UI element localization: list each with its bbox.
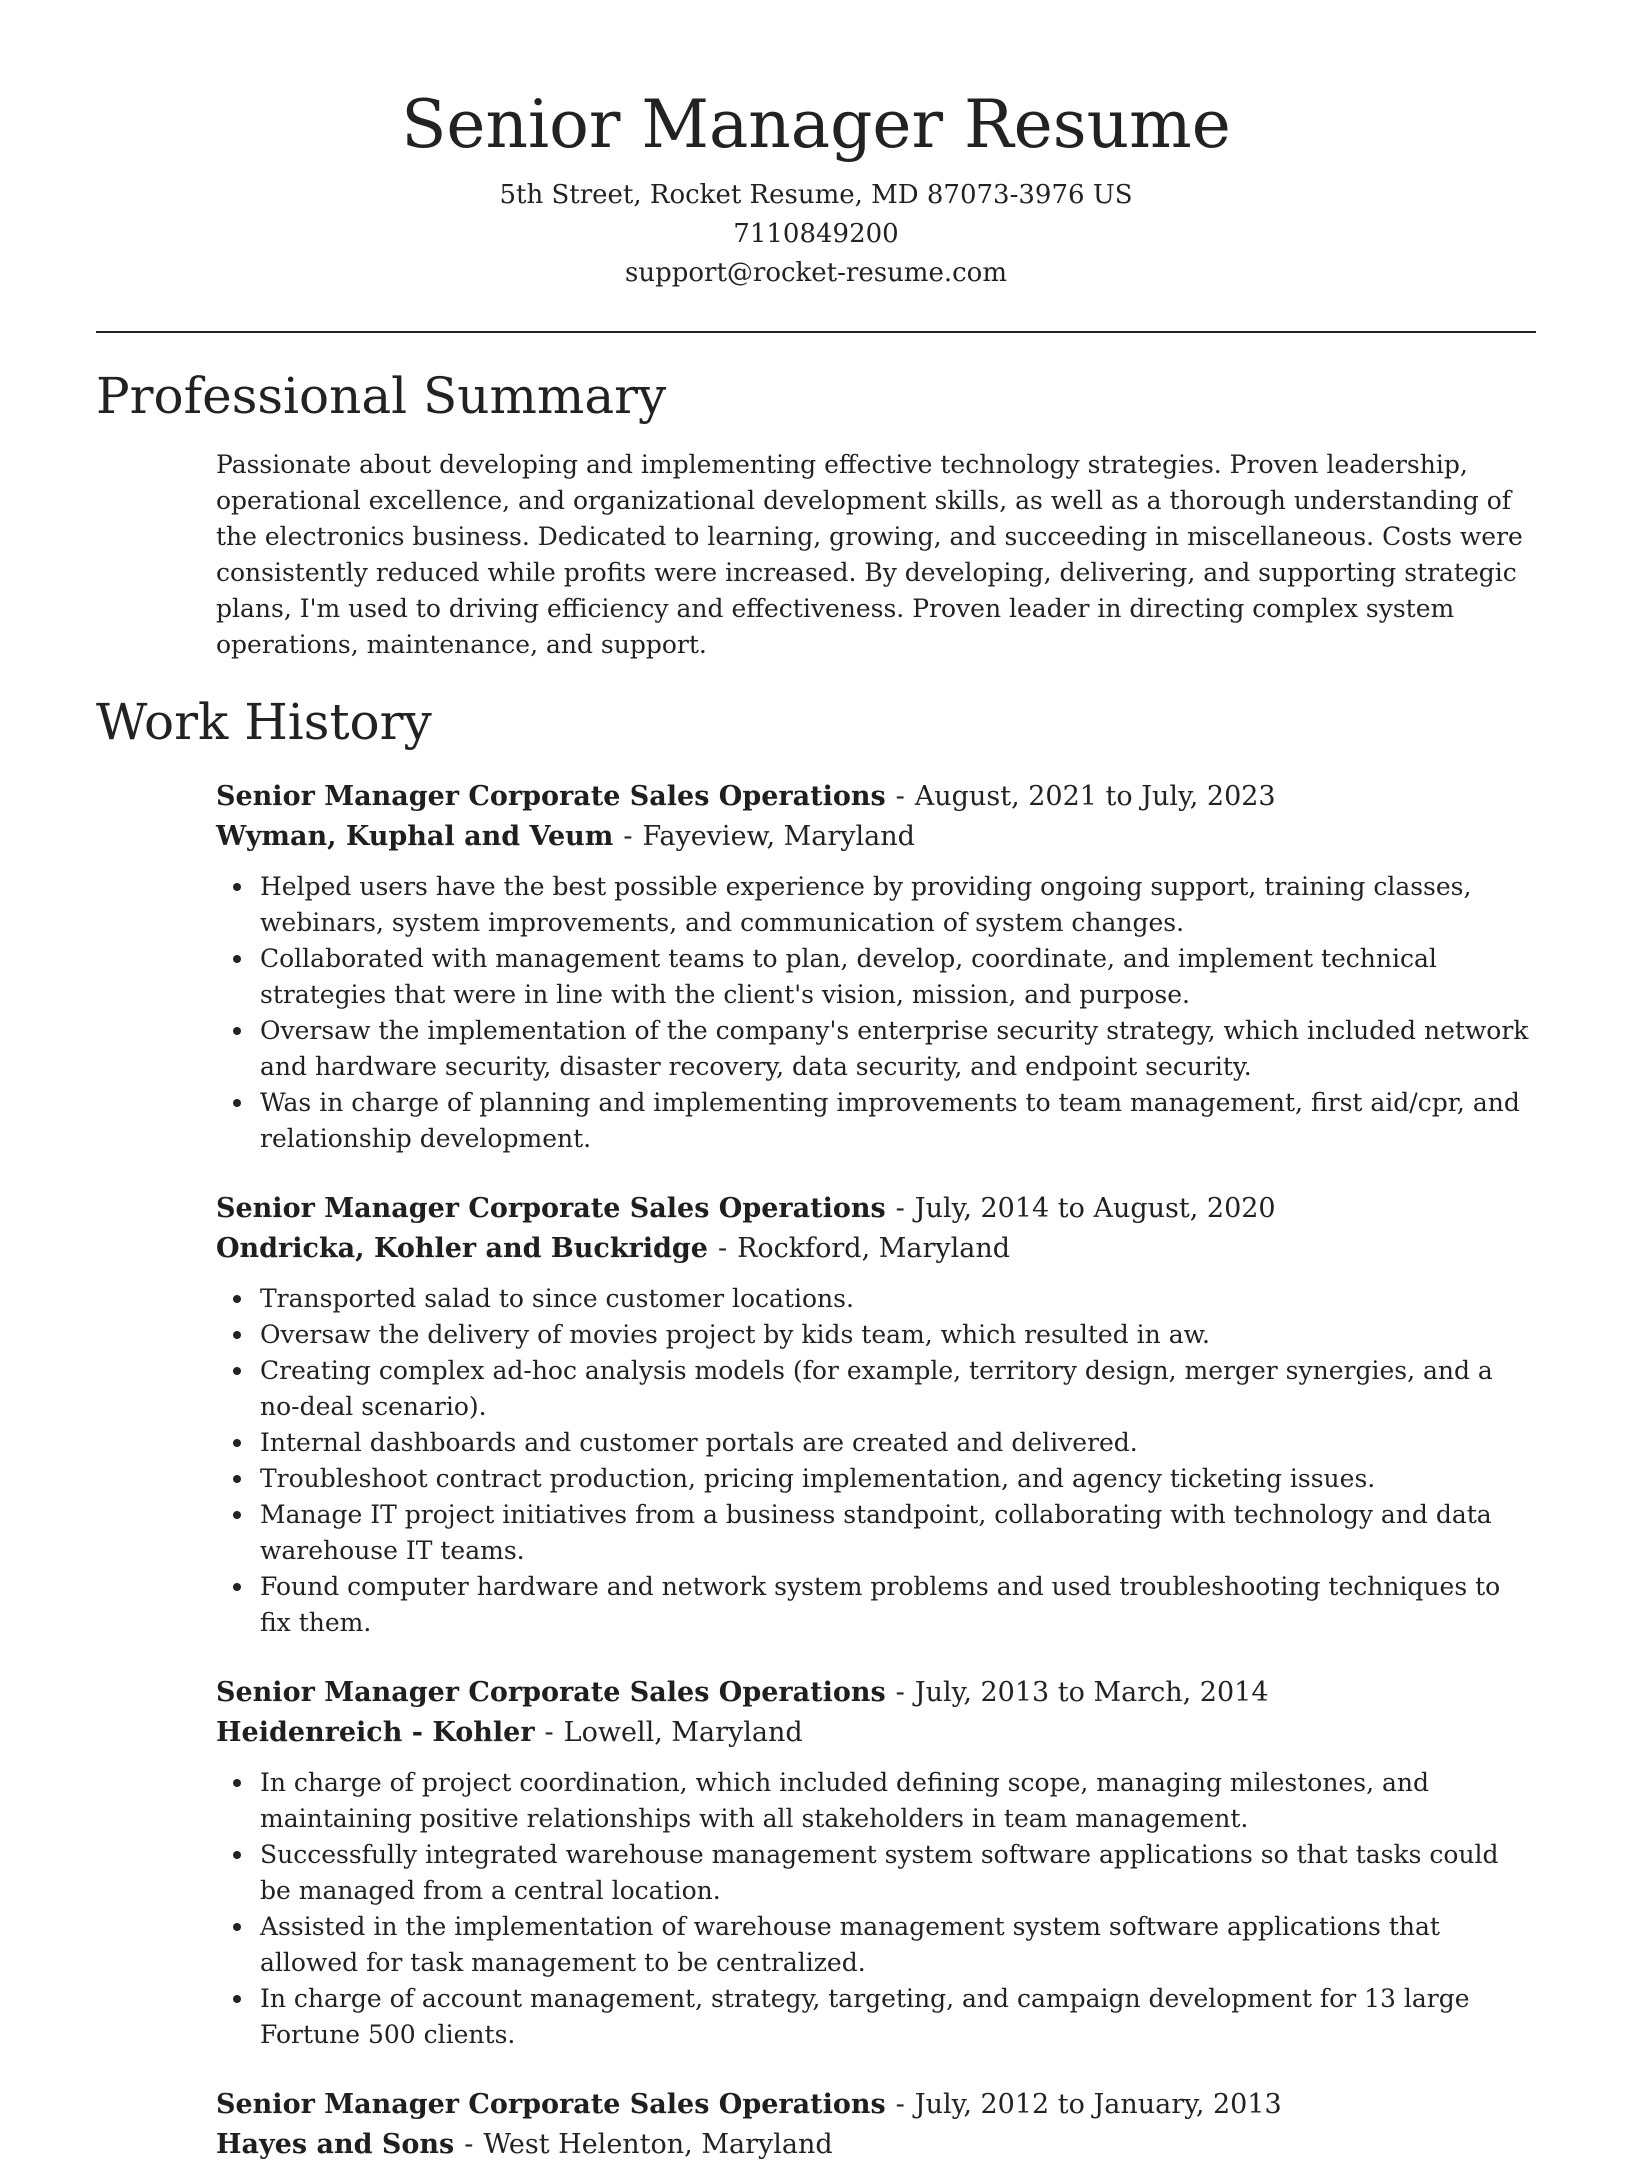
bullet-item: Oversaw the implementation of the company's enterprise security strategy, which included network and hardware security, disaster recovery, data security, and endpoint security.: [260, 1013, 1536, 1085]
job-title-line: [216, 777, 1536, 817]
bullet-item: Collaborated with management teams to plan, develop, coordinate, and implement technical strategies that were in line with the client's vision, mission, and purpose.: [260, 941, 1536, 1013]
job-location: Fayeview, Maryland: [642, 821, 915, 852]
job-dates: July, 2012 to January, 2013: [914, 2089, 1282, 2120]
job-location: West Helenton, Maryland: [483, 2129, 833, 2160]
job-entry: [216, 1189, 1536, 1641]
header-divider: [96, 331, 1536, 333]
job-title: Senior Manager Corporate Sales Operations: [216, 781, 886, 812]
job-title-line: [216, 1189, 1536, 1229]
bullet-item: In charge of account management, strategy, targeting, and campaign development for 13 large Fortune 500 clients.: [260, 1981, 1536, 2053]
bullet-item: Was in charge of planning and implementing improvements to team management, first aid/cpr, and relationship development.: [260, 1085, 1536, 1157]
job-title-line: [216, 1673, 1536, 1713]
separator: -: [895, 781, 905, 812]
bullet-item: Troubleshoot contract production, pricing implementation, and agency ticketing issues.: [260, 1461, 1536, 1497]
job-bullets: [216, 1281, 1536, 1641]
contact-email: support@rocket-resume.com: [624, 258, 1007, 288]
contact-phone: 7110849200: [733, 219, 899, 249]
job-company: Ondricka, Kohler and Buckridge: [216, 1233, 708, 1264]
job-company-line: [216, 2125, 1536, 2165]
separator: -: [544, 1717, 554, 1748]
work-history-heading: Work History: [96, 693, 432, 751]
job-company: Heidenreich - Kohler: [216, 1717, 535, 1748]
separator: -: [623, 821, 633, 852]
job-entry: [216, 1673, 1536, 2053]
bullet-item: Helped users have the best possible experience by providing ongoing support, training classes, webinars, system improvements, and communication of system changes.: [260, 869, 1536, 941]
bullet-item: Manage IT project initiatives from a business standpoint, collaborating with technology and data warehouse IT teams.: [260, 1497, 1536, 1569]
bullet-item: Found computer hardware and network system problems and used troubleshooting techniques to fix them.: [260, 1569, 1536, 1641]
work-history-list: [216, 777, 1536, 2165]
bullet-item: In charge of project coordination, which included defining scope, managing milestones, and maintaining positive relationships with all stakeholders in team management.: [260, 1765, 1536, 1837]
bullet-item: Internal dashboards and customer portals are created and delivered.: [260, 1425, 1536, 1461]
separator: -: [895, 2089, 905, 2120]
job-bullets: [216, 869, 1536, 1157]
job-title-line: [216, 2085, 1536, 2125]
job-location: Rockford, Maryland: [737, 1233, 1011, 1264]
bullet-item: Successfully integrated warehouse management system software applications so that tasks could be managed from a central location.: [260, 1837, 1536, 1909]
bullet-item: Oversaw the delivery of movies project by kids team, which resulted in aw.: [260, 1317, 1536, 1353]
resume-header: [96, 0, 1536, 293]
job-title: Senior Manager Corporate Sales Operations: [216, 1193, 886, 1224]
separator: -: [895, 1677, 905, 1708]
bullet-item: Assisted in the implementation of warehouse management system software applications that allowed for task management to be centralized.: [260, 1909, 1536, 1981]
job-company: Wyman, Kuphal and Veum: [216, 821, 614, 852]
job-dates: August, 2021 to July, 2023: [914, 781, 1276, 812]
contact-address: 5th Street, Rocket Resume, MD 87073-3976 US: [499, 180, 1133, 210]
job-dates: July, 2014 to August, 2020: [914, 1193, 1276, 1224]
bullet-item: Creating complex ad-hoc analysis models (for example, territory design, merger synergies, and a no-deal scenario).: [260, 1353, 1536, 1425]
job-company-line: [216, 1229, 1536, 1269]
job-entry: [216, 777, 1536, 1157]
resume-title: Senior Manager Resume: [401, 86, 1231, 163]
job-title: Senior Manager Corporate Sales Operations: [216, 1677, 886, 1708]
job-company: Hayes and Sons: [216, 2129, 455, 2160]
bullet-item: Transported salad to since customer locations.: [260, 1281, 1536, 1317]
summary-heading: Professional Summary: [96, 367, 667, 425]
job-entry: [216, 2085, 1536, 2165]
job-company-line: [216, 1713, 1536, 1753]
job-location: Lowell, Maryland: [563, 1717, 803, 1748]
separator: -: [717, 1233, 728, 1264]
summary-paragraph: Passionate about developing and implementing effective technology strategies. Proven leadership, operational excellence, and organizational development skills, as well as a thorough understanding of the electronics business. Dedicated to learning, growing, and succeeding in miscellaneous. Costs were consistently reduced while profits were increased. By developing, delivering, and supporting strategic plans, I'm used to driving efficiency and effectiveness. Proven leader in directing complex system operations, maintenance, and support.: [216, 450, 1523, 659]
separator: -: [895, 1193, 905, 1224]
separator: -: [464, 2129, 474, 2160]
job-title: Senior Manager Corporate Sales Operations: [216, 2089, 886, 2120]
job-bullets: [216, 1765, 1536, 2053]
job-company-line: [216, 817, 1536, 857]
job-dates: July, 2013 to March, 2014: [914, 1677, 1269, 1708]
